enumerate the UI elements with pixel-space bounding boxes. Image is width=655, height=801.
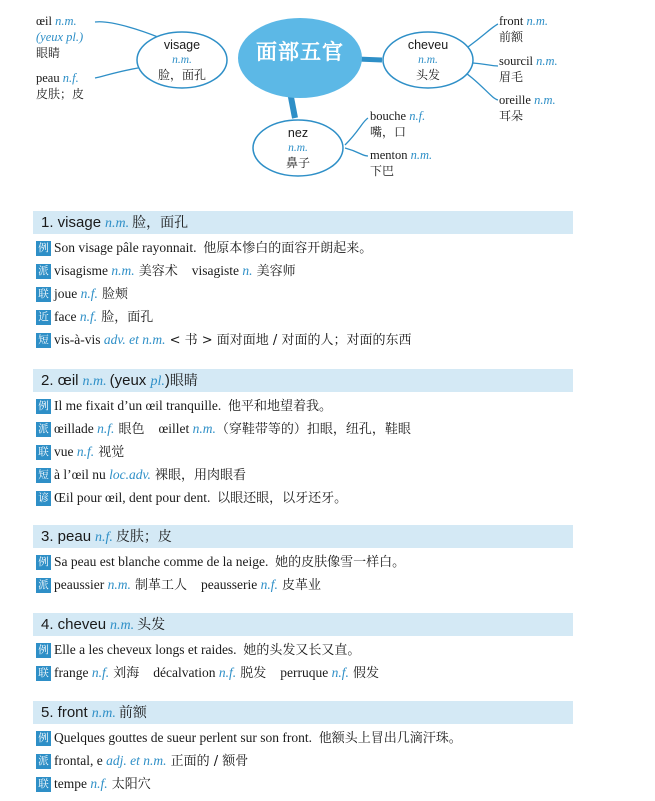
badge-icon: 例 xyxy=(36,731,51,746)
vocabulary-mindmap xyxy=(0,0,655,200)
badge-icon: 联 xyxy=(36,445,51,460)
chinese-text: 视觉 xyxy=(94,445,125,460)
chinese-text: 太阳穴 xyxy=(107,777,151,792)
word-zh: 前额 xyxy=(499,30,524,44)
entry-line xyxy=(36,465,246,485)
chinese-text: 美容师 xyxy=(252,264,296,279)
entry-line xyxy=(36,307,153,327)
french-text: Œil pour œil, dent pour dent. xyxy=(54,490,218,505)
grammar-tag: n. xyxy=(242,263,253,278)
french-text: Elle a les cheveux longs et raides. xyxy=(54,642,244,657)
word-gram: n.m. xyxy=(534,93,556,107)
chinese-text: 他额头上冒出几滴汗珠。 xyxy=(318,731,462,746)
french-text: décalvation xyxy=(153,665,219,680)
grammar-tag: loc.adv. xyxy=(109,467,151,482)
entry-headword: 3. peau xyxy=(41,528,92,545)
word-zh: 眼睛 xyxy=(36,46,61,60)
badge-icon: 例 xyxy=(36,555,51,570)
entry-line xyxy=(36,663,379,683)
node-gram: n.m. xyxy=(172,54,192,66)
entry-headword: 2. œil xyxy=(41,372,79,389)
word-oreille xyxy=(499,92,556,124)
entry-gram: n.m. xyxy=(91,706,116,721)
french-text: visagiste xyxy=(191,263,243,278)
grammar-tag: n.f. xyxy=(91,665,110,680)
grammar-tag: adv. et n.m. xyxy=(103,332,166,347)
chinese-text: 脱发 xyxy=(236,666,267,681)
chinese-text: 皮革业 xyxy=(277,578,322,593)
mindmap-center-title: 面部五官 xyxy=(256,40,344,64)
node-nez xyxy=(253,126,343,171)
entry-line xyxy=(36,442,124,462)
chinese-text: 美容术 xyxy=(134,264,178,279)
node-word: cheveu xyxy=(407,38,449,52)
word-gram: n.f. xyxy=(409,109,426,123)
badge-icon: 联 xyxy=(36,666,51,681)
entry-headword: 4. cheveu xyxy=(41,616,107,633)
badge-icon: 联 xyxy=(36,287,51,302)
grammar-tag: n.m. xyxy=(107,577,131,592)
node-word: nez xyxy=(287,126,309,140)
badge-icon: 谚 xyxy=(36,491,51,506)
word-zh: 耳朵 xyxy=(499,109,524,123)
badge-icon: 派 xyxy=(36,422,51,437)
entry-gram: n.f. xyxy=(95,530,113,545)
chinese-text: 脸颊 xyxy=(97,287,129,302)
french-text: vis-à-vis xyxy=(54,332,104,347)
node-cheveu xyxy=(383,38,473,83)
node-zh: 脸，面孔 xyxy=(157,68,206,82)
grammar-tag: n.f. xyxy=(80,286,98,301)
badge-icon: 派 xyxy=(36,578,51,593)
grammar-tag: n.f. xyxy=(218,665,237,680)
chinese-text: 她的皮肤像雪一样白。 xyxy=(275,555,406,570)
entry-line xyxy=(36,552,405,572)
french-text: Il me fixait d’un œil tranquille. xyxy=(54,398,228,413)
word-fr: bouche xyxy=(370,109,407,123)
chinese-text: 刘海 xyxy=(109,666,140,681)
french-text: œillet xyxy=(158,421,193,436)
grammar-tag: n.m. xyxy=(111,263,135,278)
node-visage xyxy=(137,38,227,83)
word-gram: n.m. xyxy=(526,14,548,28)
entry-plural-gram: pl. xyxy=(150,374,165,389)
grammar-tag: n.f. xyxy=(97,421,115,436)
badge-icon: 派 xyxy=(36,264,51,279)
grammar-tag: n.f. xyxy=(79,309,98,324)
chinese-text: < 书 > 面对面地 / 对面的人；对面的东西 xyxy=(165,333,412,348)
chinese-text: 制革工人 xyxy=(130,578,187,593)
word-extra: (yeux pl.) xyxy=(36,30,84,44)
chinese-text: 眼色 xyxy=(114,422,145,437)
french-text: Quelques gouttes de sueur perlent sur son front. xyxy=(54,730,319,745)
entry-header xyxy=(33,211,573,234)
word-gram: n.m. xyxy=(536,54,558,68)
entry-line xyxy=(36,728,462,748)
entry-line xyxy=(36,751,248,771)
grammar-tag: n.m. xyxy=(192,421,216,436)
entry-line xyxy=(36,774,151,794)
french-text: à l’œil nu xyxy=(54,467,110,482)
entry-line xyxy=(36,575,321,595)
french-text: face xyxy=(54,309,80,324)
word-fr: œil xyxy=(36,14,52,28)
badge-icon: 派 xyxy=(36,754,51,769)
entry-translation: 皮肤；皮 xyxy=(115,529,172,545)
french-text: vue xyxy=(54,444,77,459)
entry-gram: n.m. xyxy=(82,374,107,389)
chinese-text: 脸，面孔 xyxy=(97,310,154,325)
badge-icon: 短 xyxy=(36,468,51,483)
word-bouche xyxy=(370,108,425,140)
badge-icon: 近 xyxy=(36,310,51,325)
badge-icon: 短 xyxy=(36,333,51,348)
french-text: œillade xyxy=(54,421,98,436)
entry-headword: 5. front xyxy=(41,704,88,721)
entry-header xyxy=(33,525,573,548)
node-gram: n.m. xyxy=(288,142,308,154)
word-fr: peau xyxy=(36,71,60,85)
word-gram: n.m. xyxy=(55,14,77,28)
node-word: visage xyxy=(163,38,201,52)
chinese-text: 他平和地望着我。 xyxy=(227,399,332,414)
node-gram: n.m. xyxy=(418,54,438,66)
entry-plural-close: ) xyxy=(164,372,170,389)
word-zh: 嘴，口 xyxy=(370,125,407,139)
word-gram: n.m. xyxy=(410,148,433,162)
chinese-text: 他原本惨白的面容开朗起来。 xyxy=(203,241,373,256)
badge-icon: 例 xyxy=(36,241,51,256)
entry-header xyxy=(33,613,573,636)
word-zh: 眉毛 xyxy=(499,70,524,84)
word-oeil xyxy=(36,13,83,61)
entry-line xyxy=(36,284,128,304)
chinese-text: 假发 xyxy=(348,666,380,681)
grammar-tag: adj. et n.m. xyxy=(106,753,167,768)
node-zh: 鼻子 xyxy=(285,156,310,170)
french-text: frange xyxy=(54,665,92,680)
french-text: visagisme xyxy=(54,263,112,278)
entry-line xyxy=(36,238,372,258)
entry-line xyxy=(36,261,296,281)
grammar-tag: n.f. xyxy=(331,665,349,680)
word-sourcil xyxy=(499,53,558,85)
entry-header xyxy=(33,701,573,724)
word-menton xyxy=(370,147,432,179)
word-fr: front xyxy=(499,14,524,28)
entry-translation: 头发 xyxy=(137,617,166,633)
french-text: tempe xyxy=(54,776,91,791)
grammar-tag: n.f. xyxy=(76,444,95,459)
word-fr: sourcil xyxy=(499,54,534,68)
entry-translation: 眼睛 xyxy=(169,373,198,389)
word-gram: n.f. xyxy=(62,71,79,85)
word-fr: oreille xyxy=(499,93,531,107)
badge-icon: 例 xyxy=(36,643,51,658)
entry-headword: 1. visage xyxy=(41,214,102,231)
entry-header xyxy=(33,369,573,392)
word-zh: 下巴 xyxy=(370,164,395,178)
chinese-text: 以眼还眼，以牙还牙。 xyxy=(217,491,348,506)
french-text: peaussier xyxy=(54,577,108,592)
chinese-text: 正面的 / 额骨 xyxy=(166,754,249,769)
chinese-text: 裸眼，用肉眼看 xyxy=(150,468,246,483)
entry-gram: n.m. xyxy=(110,618,135,633)
entry-translation: 脸，面孔 xyxy=(132,215,189,231)
word-peau xyxy=(36,70,84,102)
word-fr: menton xyxy=(370,148,408,162)
chinese-text: 她的头发又长又直。 xyxy=(243,643,361,658)
node-zh: 头发 xyxy=(415,68,440,82)
entry-line xyxy=(36,419,411,439)
french-text: Son visage pâle rayonnait. xyxy=(54,240,204,255)
badge-icon: 联 xyxy=(36,777,51,792)
word-front xyxy=(499,13,548,45)
entry-line xyxy=(36,488,347,508)
french-text: perruque xyxy=(280,665,332,680)
entry-line xyxy=(36,330,411,350)
entry-line xyxy=(36,396,332,416)
french-text: Sa peau est blanche comme de la neige. xyxy=(54,554,276,569)
grammar-tag: n.f. xyxy=(90,776,108,791)
entry-plural-open: (yeux xyxy=(109,372,151,389)
french-text: joue xyxy=(54,286,81,301)
badge-icon: 例 xyxy=(36,399,51,414)
word-zh: 皮肤；皮 xyxy=(36,87,85,101)
chinese-text: （穿鞋带等的）扣眼，纽孔，鞋眼 xyxy=(215,422,411,437)
grammar-tag: n.f. xyxy=(260,577,278,592)
french-text: frontal, e xyxy=(54,753,107,768)
french-text: peausserie xyxy=(201,577,261,592)
entry-line xyxy=(36,640,360,660)
entry-gram: n.m. xyxy=(105,216,130,231)
entry-translation: 前额 xyxy=(118,705,147,721)
